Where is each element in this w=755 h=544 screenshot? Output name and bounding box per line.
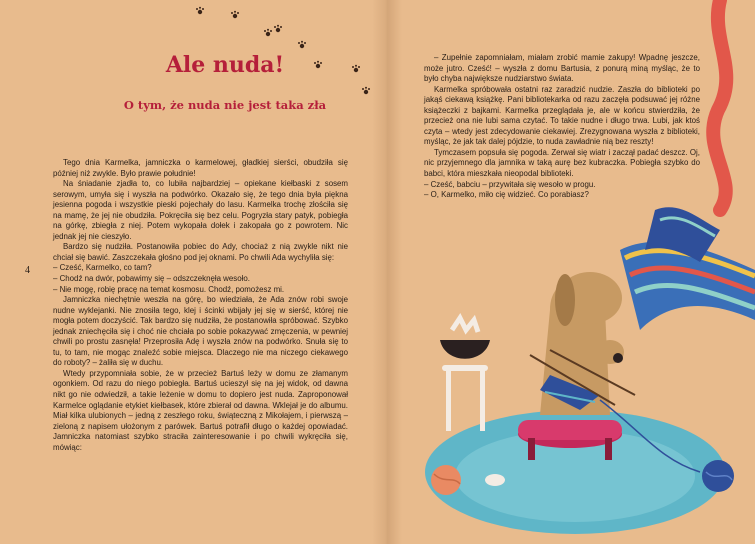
chapter-title: Ale nuda! [165,52,285,78]
page-number-left: 4 [25,265,30,276]
paragraph: Bardzo się nudziła. Postanowiła pobiec do Ady, chociaż z nią zwykle nikt nie chciał się bawić. Zaszczekała głośno pod jej oknami. Po chwili Ada wychyliła się: [53,242,348,262]
paragraph: – Cześć, babciu – przywitała się wesoło w progu. [424,179,596,189]
paragraph: Tego dnia Karmelka, jamniczka o karmelowej, gładkiej sierści, obudziła się później niż zwykle. Było prawie południe! [53,158,348,178]
paragraph: Na śniadanie zjadła to, co lubiła najbardziej – opiekane kiełbaski z sosem serowym, umyła się i wyszła na podwórko. Okazało się, że tego dnia była piękna jesienna pogoda i wszystkie pieski pojechały do lasu. Karmelka trochę złościła się na mamę, że jej nie obudziła. Pokręciła się bez celu. Pogryzła stary patyk, pobiegła na górkę, zbiegła z niej. Potem wykopała dołek i zakopała go z powrotem. Nic jednak jej nie cieszyło. [53,179,348,241]
paragraph: Tymczasem popsuła się pogoda. Zerwał się wiatr i zaczął padać deszcz. Oj, nic przyjemnego dla jamnika w taką aurę bez kubraczka. Pobiegła szybko do babci, która mieszkała nieopodal biblioteki. [424,147,700,179]
paragraph: – Zupełnie zapomniałam, miałam zrobić mamie zakupy! Wpadnę jeszcze, może jutro. Cześć! – wyszła z domu Bartusia, z ponurą miną myśląc, że to było chyba największe nudziarstwo świata. [424,53,700,84]
dog-knitting-illustration [400,180,755,544]
paragraph: – Cześć, Karmelko, co tam? [53,263,152,273]
paragraph: Wtedy przypomniała sobie, że w przecież Bartuś leży w domu ze złamanym ogonkiem. Od razu do niego pobiegła. Bartuś ucieszył się na jej widok, od dawna nikt go nie odwiedził, a takie leżenie w domu to dopiero jest nuda. Zaproponował Karmelce oglądanie etykiet kiełbasek, które zbierał od dawna. Wklejał je do albumu. Miał kilka ulubionych – jedną z zeszłego roku, świąteczną z Mikołajem, i pierwszą – zieloną z napisem ułożonym z parówek. Bartuś potrafił długo o każdej opowiadać. Jamniczka natomiast szybko straciła zainteresowanie i po chwili wykręciła się, mówiąc: [53,368,348,452]
chapter-subtitle: O tym, że nuda nie jest taka zła [123,98,327,112]
left-page-text [53,158,348,453]
paragraph: – Nie mogę, robię pracę na temat kosmosu. Chodź, pomożesz mi. [53,284,285,294]
paragraph: Karmelka spróbowała ostatni raz zaradzić nudzie. Zaszła do biblioteki po jakąś ciekawą książkę. Pani bibliotekarka od razu zaczęła podsuwać jej różne książeczki z bajkami. Karmelka przeglądała je, ale w końcu stwierdziła, że przecież ona nie lubi sama czytać. To takie nudne i długo trwa. Lubi, jak ktoś czyta – wtedy jest zdecydowanie ciekawiej. Zrezygnowana wyszła z biblioteki, myśląc, że jak tak dalej pójdzie, to nuda zawładnie nią bez reszty! [424,84,700,147]
paragraph: – Chodź na dwór, pobawimy się – odszczeknęła wesoło. [53,274,250,284]
paragraph: Jamniczka niechętnie weszła na górę, bo wiedziała, że Ada znów robi swoje nudne wyklejanki. Nie znosiła tego, klej i ścinki wbijały jej się w sierść, której nie mogła potem doczyścić. Tak bardzo się nudziła, że postanowiła spróbować. Szybko jednak zniechęciła się i choć nie chciała po sobie pokazywać zmęczenia, w pewniej chwili po prostu zasnęła! Przeprosiła Adę i wyszła znów na podwórko. Snuła się to tu, to tam, nie mogąc znaleźć sobie miejsca. Dlaczego nie ma niczego ciekawego do roboty? – żaliła się w duchu. [53,295,348,368]
paragraph: – O, Karmelko, miło cię widzieć. Co porabiasz? [424,190,589,200]
